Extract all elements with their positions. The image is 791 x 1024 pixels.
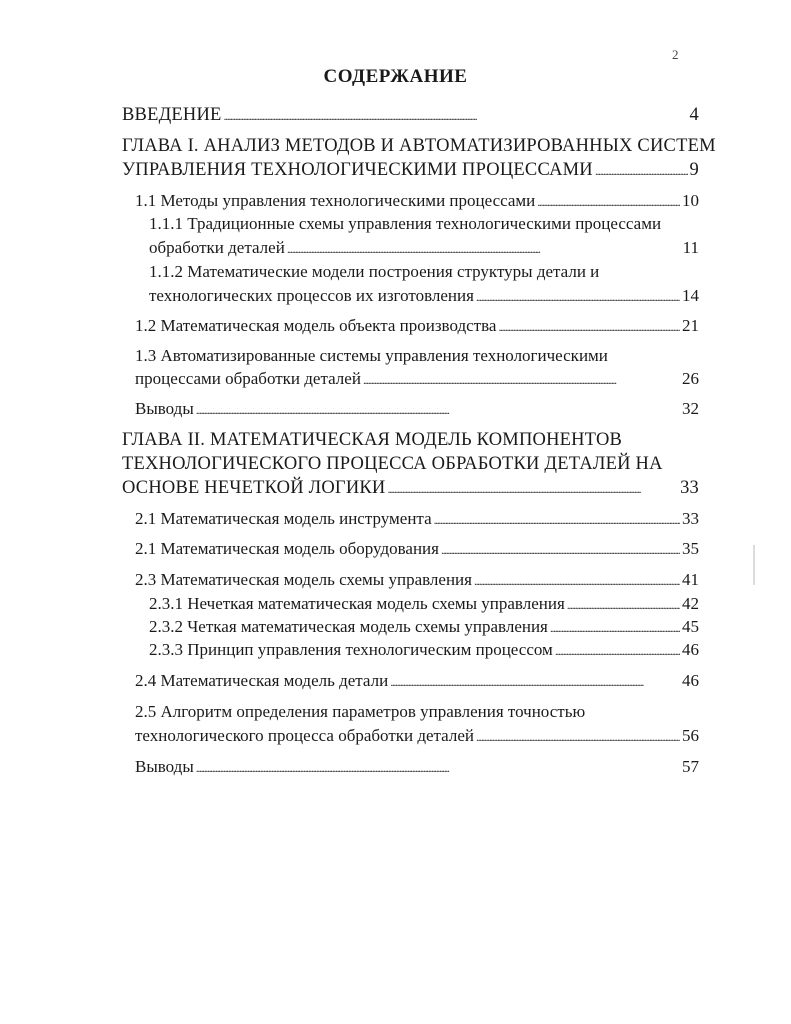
toc-leader [196,399,680,420]
toc-page-number: 45 [682,617,699,636]
toc-entry-text: ОСНОВЕ НЕЧЕТКОЙ ЛОГИКИ [122,478,386,498]
toc-entry-text: процессами обработки деталей [135,369,361,388]
toc-entry-1-3-line-1 [135,346,608,366]
toc-page-number: 33 [680,478,699,498]
toc-entry-text: 2.1 Математическая модель оборудования [135,539,439,558]
toc-chapter-2-line-3 [122,478,699,499]
toc-entry-text: Выводы [135,399,194,418]
toc-page-number: 9 [689,160,699,180]
toc-chapter-2-line-2 [122,454,663,474]
toc-entry-2-1-tool [135,509,699,530]
toc-entry-1-1-1-line-2 [149,238,699,259]
toc-entry-text: 1.1.2 Математические модели построения структуры детали и [149,262,600,281]
toc-entry-2-3-3 [149,640,699,661]
toc-entry-text: ГЛАВА I. АНАЛИЗ МЕТОДОВ И АВТОМАТИЗИРОВАННЫХ СИСТЕМ [122,136,716,156]
toc-leader [555,640,680,661]
toc-entry-text: 2.4 Математическая модель детали [135,671,389,690]
toc-entry-text: технологического процесса обработки деталей [135,726,475,745]
toc-page-number: 41 [682,570,699,589]
toc-chapter-2-line-1 [122,430,622,450]
toc-page-number: 26 [682,369,699,388]
toc-page-number: 14 [682,286,699,305]
toc-chapter-1-line-2 [122,160,699,181]
toc-entry-2-4 [135,671,699,692]
toc-entry-text: обработки деталей [149,238,285,257]
toc-leader [595,160,688,181]
toc-page-number: 33 [682,509,699,528]
toc-entry-1-2 [135,316,699,337]
toc-entry-text: технологических процессов их изготовления [149,286,474,305]
toc-chapter-1-line-1 [122,136,716,156]
toc-entry-conclusions-1 [135,399,699,420]
scan-artifact [753,545,755,585]
toc-page-number: 57 [682,757,699,776]
toc-page-number: 35 [682,539,699,558]
toc-leader [287,238,681,259]
toc-entry-text: Выводы [135,757,194,776]
toc-page-number: 46 [682,671,699,690]
toc-entry-text: 2.1 Математическая модель инструмента [135,509,432,528]
toc-entry-1-3-line-2 [135,369,699,390]
toc-leader [476,726,680,747]
page-title: СОДЕРЖАНИЕ [323,66,468,87]
toc-page-number: 42 [682,594,699,613]
toc-entry-text: ГЛАВА II. МАТЕМАТИЧЕСКАЯ МОДЕЛЬ КОМПОНЕНТОВ [122,430,623,450]
toc-entry-text: ВВЕДЕНИЕ [122,105,222,125]
toc-entry-1-1-1-line-1 [149,214,661,234]
toc-leader [441,539,680,560]
toc-entry-text: 1.1 Методы управления технологическими процессами [135,191,536,210]
toc-page-number: 32 [682,399,699,418]
toc-entry-2-5-line-1 [135,702,585,722]
toc-entry-text: 2.3 Математическая модель схемы управления [135,570,472,589]
toc-leader [550,617,680,638]
toc-entry-intro [122,105,699,126]
toc-leader [476,286,680,307]
toc-entry-conclusions-2 [135,757,699,778]
toc-leader [474,570,680,591]
toc-entry-2-1-equipment [135,539,699,560]
toc-entry-1-1-2-line-2 [149,286,699,307]
toc-leader [498,316,680,337]
toc-entry-text: 1.2 Математическая модель объекта производства [135,316,497,335]
toc-page-number: 46 [682,640,699,659]
toc-leader [387,478,678,499]
toc-leader [567,594,680,615]
toc-page-number: 10 [682,191,699,210]
toc-entry-text: 2.3.2 Четкая математическая модель схемы управления [149,617,548,636]
toc-entry-2-5-line-2 [135,726,699,747]
toc-leader [434,509,680,530]
toc-entry-1-1 [135,191,699,212]
toc-page-number: 21 [682,316,699,335]
toc-entry-2-3 [135,570,699,591]
toc-entry-text: 1.3 Автоматизированные системы управления технологическими [135,346,608,365]
toc-entry-text: 1.1.1 Традиционные схемы управления технологическими процессами [149,214,662,233]
toc-page-number: 56 [682,726,699,745]
toc-page-number: 4 [689,105,699,125]
toc-entry-2-3-1 [149,594,699,615]
toc-entry-text: ТЕХНОЛОГИЧЕСКОГО ПРОЦЕССА ОБРАБОТКИ ДЕТАЛЕЙ НА [122,454,663,474]
page-number: 2 [672,47,679,62]
toc-leader [224,105,688,126]
toc-leader [537,191,680,212]
toc-entry-text: 2.3.1 Нечеткая математическая модель схемы управления [149,594,565,613]
toc-entry-1-1-2-line-1 [149,262,599,282]
toc-entry-2-3-2 [149,617,699,638]
toc-leader [363,369,680,390]
toc-page-number: 11 [682,238,699,257]
toc-entry-text: УПРАВЛЕНИЯ ТЕХНОЛОГИЧЕСКИМИ ПРОЦЕССАМИ [122,160,593,180]
toc-entry-text: 2.3.3 Принцип управления технологическим процессом [149,640,553,659]
toc-leader [196,757,680,778]
toc-entry-text: 2.5 Алгоритм определения параметров управления точностью [135,702,586,721]
toc-leader [390,671,680,692]
